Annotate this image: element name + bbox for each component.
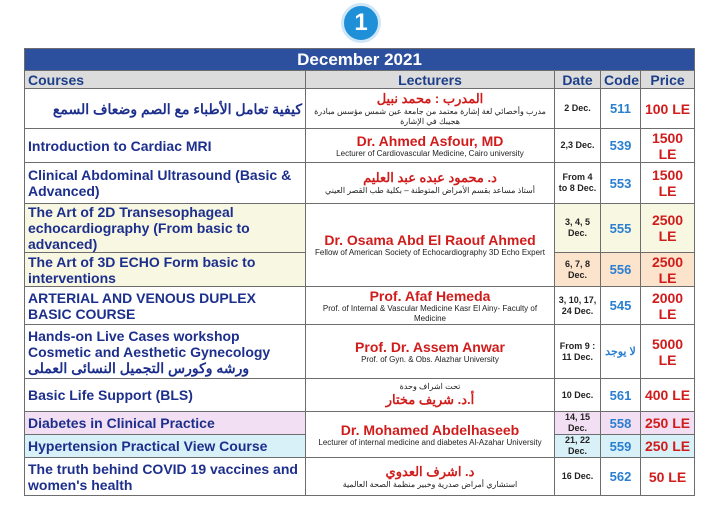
header-courses: Courses — [25, 71, 306, 89]
lecturer-cell — [306, 379, 555, 412]
course-name: The Art of 3D ECHO Form basic to interventions — [25, 253, 306, 287]
course-price: 50 LE — [641, 458, 695, 496]
lecturer-name: د. اشرف العدوي — [385, 463, 475, 479]
table-row — [25, 458, 695, 496]
table-row — [25, 287, 695, 325]
course-date: 10 Dec. — [555, 379, 601, 412]
lecturer-cell — [306, 129, 555, 163]
course-date: 2,3 Dec. — [555, 129, 601, 163]
course-name: The truth behind COVID 19 vaccines and women's health — [25, 458, 306, 496]
course-code: 559 — [601, 435, 641, 458]
page-number-badge: 1 — [341, 3, 381, 43]
lecturer-title: مدرب وأخصائي لغة إشارة معتمد من جامعة عين شمس مؤسس مبادرة هجيبك في الإشارة — [314, 106, 546, 126]
table-row — [25, 325, 695, 379]
lecturer-name: Dr. Osama Abd El Raouf Ahmed — [324, 232, 536, 248]
course-code: 555 — [601, 204, 641, 253]
lecturer-name: Dr. Mohamed Abdelhaseeb — [340, 421, 520, 438]
course-name: Hypertension Practical View Course — [25, 435, 306, 458]
course-name: كيفية تعامل الأطباء مع الصم وضعاف السمع — [25, 89, 306, 129]
lecturer-cell — [306, 163, 555, 204]
course-code: 562 — [601, 458, 641, 496]
lecturer-name: د. محمود عبده عبد العليم — [363, 170, 497, 185]
lecturer-title: Lecturer of internal medicine and diabetes Al-Azahar University — [318, 437, 542, 447]
course-name: Introduction to Cardiac MRI — [25, 129, 306, 163]
table-row — [25, 129, 695, 163]
lecturer-name: أ.د. شريف مختار — [385, 392, 475, 407]
lecturer-name: Prof. Dr. Assem Anwar — [355, 338, 505, 355]
course-date: 14, 15 Dec. — [555, 412, 601, 435]
course-name: Basic Life Support (BLS) — [25, 379, 306, 412]
course-code: 561 — [601, 379, 641, 412]
course-date: From 4 to 8 Dec. — [555, 163, 601, 204]
course-code: 545 — [601, 287, 641, 325]
lecturer-cell — [306, 287, 555, 325]
table-title: December 2021 — [25, 49, 695, 71]
course-name: The Art of 2D Transesophageal echocardiography (From basic to advanced) — [25, 204, 306, 253]
table-row — [25, 379, 695, 412]
course-price: 250 LE — [641, 412, 695, 435]
lecturer-cell — [306, 412, 555, 458]
course-name: Diabetes in Clinical Practice — [25, 412, 306, 435]
course-price: 400 LE — [641, 379, 695, 412]
course-code: لا يوجد — [601, 325, 641, 379]
header-code: Code — [601, 71, 641, 89]
course-code: 511 — [601, 89, 641, 129]
course-schedule-table — [24, 48, 695, 496]
course-price: 2500 LE — [641, 253, 695, 287]
course-date: 2 Dec. — [555, 89, 601, 129]
course-price: 100 LE — [641, 89, 695, 129]
course-name — [25, 325, 306, 379]
header-price: Price — [641, 71, 695, 89]
lecturer-supervision: تحت اشراف وحدة — [399, 382, 461, 391]
course-price: 250 LE — [641, 435, 695, 458]
lecturer-title: أستاذ مساعد بقسم الأمراض المتوطنة – بكلية طب القصر العيني — [325, 186, 535, 195]
course-date: 3, 4, 5 Dec. — [555, 204, 601, 253]
lecturer-title: Prof. of Gyn. & Obs. Alazhar University — [361, 354, 499, 364]
course-date: 21, 22 Dec. — [555, 435, 601, 458]
course-date: 16 Dec. — [555, 458, 601, 496]
course-price: 5000 LE — [641, 325, 695, 379]
course-code: 558 — [601, 412, 641, 435]
course-code: 556 — [601, 253, 641, 287]
course-price: 1500 LE — [641, 129, 695, 163]
header-date: Date — [555, 71, 601, 89]
course-price: 2000 LE — [641, 287, 695, 325]
course-code: 553 — [601, 163, 641, 204]
course-code: 539 — [601, 129, 641, 163]
lecturer-title: استشاري أمراض صدرية وخبير منظمة الصحة العالمية — [342, 479, 518, 489]
header-lecturers: Lecturers — [306, 71, 555, 89]
lecturer-cell — [306, 89, 555, 129]
course-name-en: Hands-on Live Cases workshop Cosmetic and Aesthetic Gynecology — [28, 327, 271, 360]
lecturer-cell — [306, 458, 555, 496]
course-date: From 9 : 11 Dec. — [555, 325, 601, 379]
course-price: 2500 LE — [641, 204, 695, 253]
lecturer-name: Dr. Ahmed Asfour, MD — [356, 132, 504, 149]
course-price: 1500 LE — [641, 163, 695, 204]
lecturer-cell — [306, 325, 555, 379]
table-row — [25, 89, 695, 129]
lecturer-cell — [306, 204, 555, 287]
course-name: ARTERIAL AND VENOUS DUPLEX BASIC COURSE — [25, 287, 306, 325]
lecturer-title: Fellow of American Society of Echocardiography 3D Echo Expert — [315, 248, 545, 257]
lecturer-title: Lecturer of Cardiovascular Medicine, Cairo university — [336, 148, 524, 158]
table-row — [25, 204, 695, 253]
table-row — [25, 412, 695, 435]
course-date: 3, 10, 17, 24 Dec. — [555, 287, 601, 325]
lecturer-title: Prof. of Internal & Vascular Medicine Kasr El Ainy- Faculty of Medicine — [322, 303, 538, 323]
lecturer-name: المدرب : محمد نبيل — [376, 90, 484, 106]
course-name-ar: ورشه وكورس التجميل النسائى العملى — [28, 359, 250, 376]
table-row — [25, 163, 695, 204]
course-name: Clinical Abdominal Ultrasound (Basic & Advanced) — [25, 163, 306, 204]
lecturer-name: Prof. Afaf Hemeda — [369, 287, 491, 304]
course-date: 6, 7, 8 Dec. — [555, 253, 601, 287]
